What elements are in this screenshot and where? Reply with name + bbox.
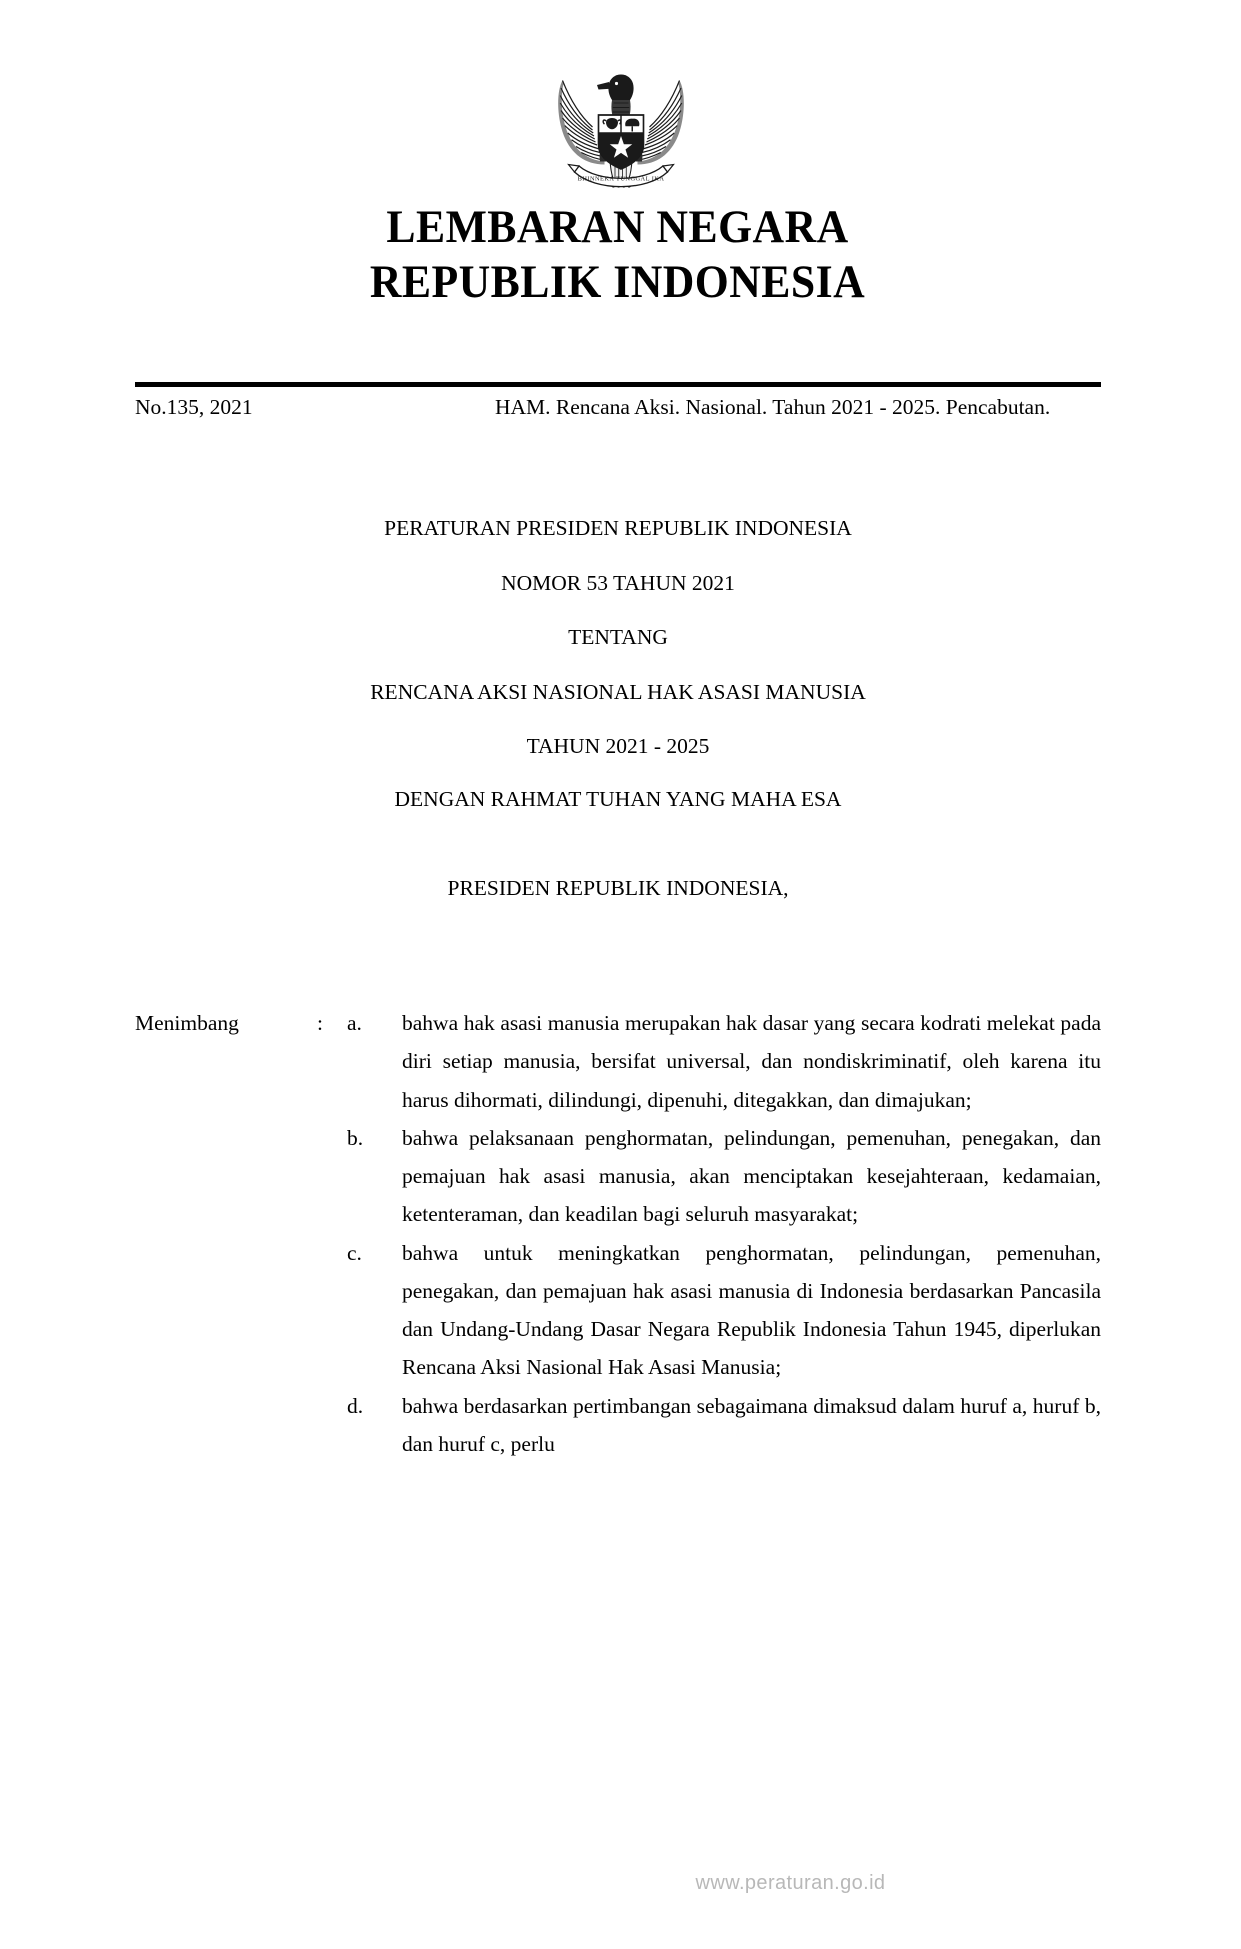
gazette-subject: HAM. Rencana Aksi. Nasional. Tahun 2021 - 2025. Pencabutan. <box>495 395 1051 419</box>
title-line-institution: PERATURAN PRESIDEN REPUBLIK INDONESIA <box>384 516 852 540</box>
consideration-text: bahwa pelaksanaan penghormatan, pelindungan, pemenuhan, penegakan, dan pemajuan hak asasi manusia, akan menciptakan kesejahteraan, kedamaian, ketenteraman, dan keadilan bagi seluruh masyarakat; <box>402 1125 1101 1227</box>
considerations-label: Menimbang <box>135 1011 239 1035</box>
masthead-line-1: LEMBARAN NEGARA <box>386 201 849 253</box>
consideration-item <box>135 1004 1101 1119</box>
regulation-title-block <box>135 518 1101 758</box>
title-line-subject: RENCANA AKSI NASIONAL HAK ASASI MANUSIA <box>370 679 866 704</box>
consideration-text: bahwa berdasarkan pertimbangan sebagaimana dimaksud dalam huruf a, huruf b, dan huruf c, perlu <box>402 1393 1101 1456</box>
masthead <box>135 200 1100 311</box>
source-url-watermark: www.peraturan.go.id <box>695 1872 886 1894</box>
gazette-identification-line <box>135 392 1101 423</box>
considerations-colon: : <box>317 1011 323 1035</box>
header-divider-rule <box>135 382 1101 387</box>
considerations-section <box>135 1004 1101 1463</box>
title-line-about: TENTANG <box>568 625 668 649</box>
consideration-item <box>135 1387 1101 1464</box>
page-footer <box>0 1872 1241 1895</box>
invocation-line: DENGAN RAHMAT TUHAN YANG MAHA ESA <box>394 787 842 811</box>
svg-text:BHINNEKA TUNGGAL IKA: BHINNEKA TUNGGAL IKA <box>577 175 664 183</box>
authority-line: PRESIDEN REPUBLIK INDONESIA, <box>447 876 789 900</box>
consideration-text: bahwa untuk meningkatkan penghormatan, pelindungan, pemenuhan, penegakan, dan pemajuan hak asasi manusia di Indonesia berdasarkan Pancasila dan Undang-Undang Dasar Negara Republik Indonesia Tahun 1945, diperlukan Rencana Aksi Nasional Hak Asasi Manusia; <box>402 1240 1101 1380</box>
consideration-item <box>135 1119 1101 1234</box>
title-line-number: NOMOR 53 TAHUN 2021 <box>501 570 735 595</box>
title-line-period: TAHUN 2021 - 2025 <box>526 734 710 758</box>
garuda-pancasila-emblem <box>546 52 696 202</box>
consideration-letter: a. <box>347 1011 362 1035</box>
consideration-letter: c. <box>347 1240 362 1265</box>
masthead-line-2: REPUBLIK INDONESIA <box>369 256 866 309</box>
emblem-container <box>0 52 1241 202</box>
consideration-item <box>135 1234 1101 1387</box>
gazette-number: No.135, 2021 <box>135 395 253 419</box>
consideration-text: bahwa hak asasi manusia merupakan hak dasar yang secara kodrati melekat pada diri setiap manusia, bersifat universal, dan nondiskriminatif, oleh karena itu harus dihormati, dilindungi, dipenuhi, ditegakkan, dan dimajukan; <box>402 1011 1101 1112</box>
consideration-letter: b. <box>347 1125 364 1150</box>
consideration-letter: d. <box>347 1393 364 1418</box>
